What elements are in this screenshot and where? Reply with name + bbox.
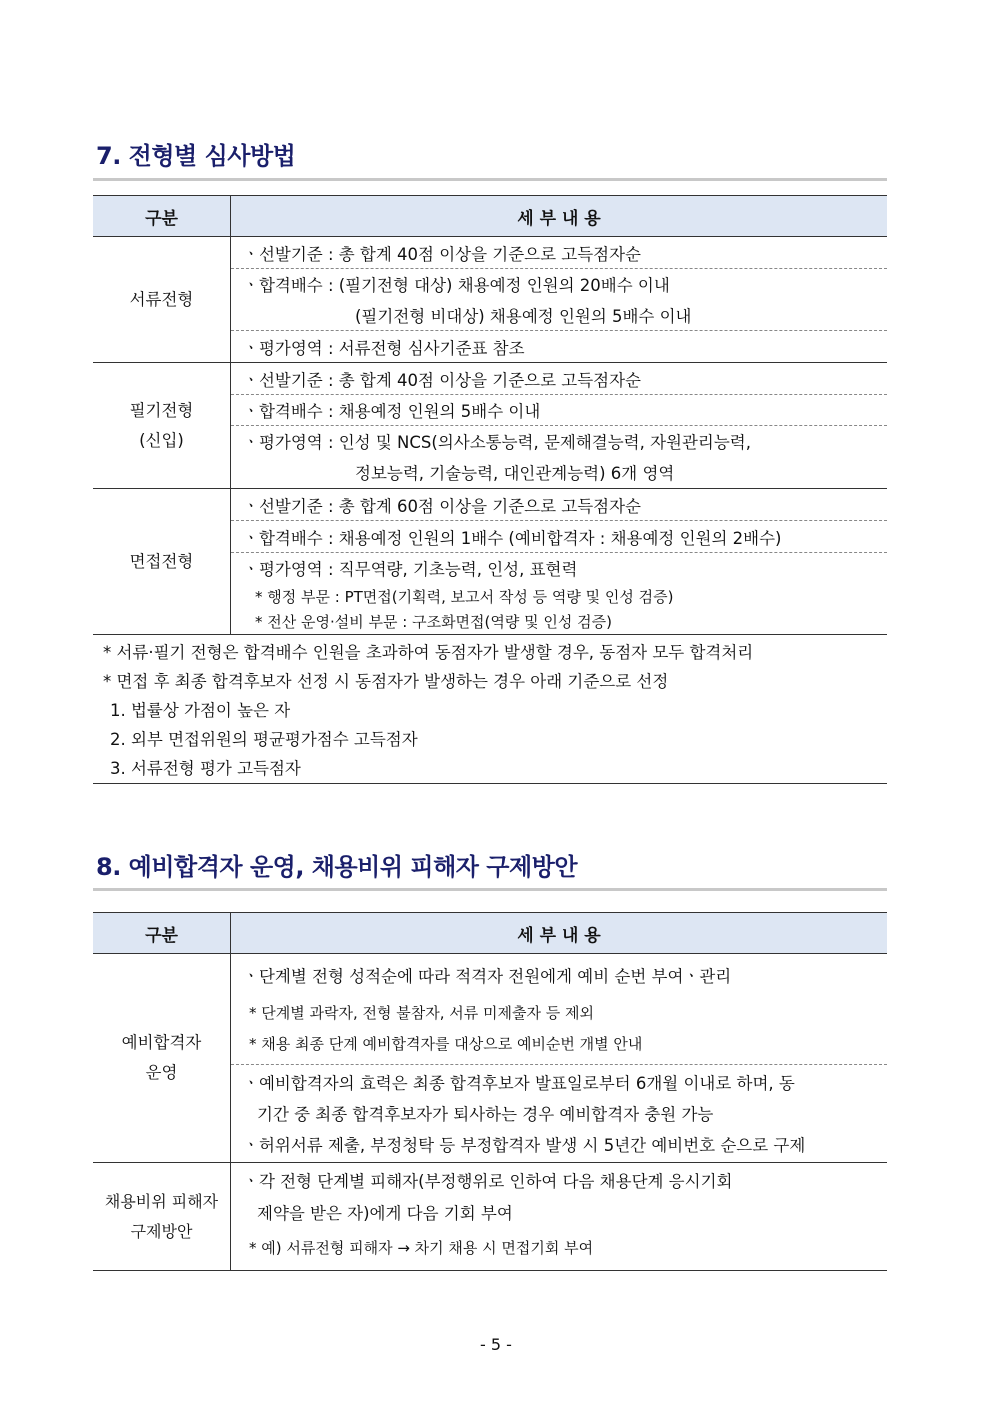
category-document: 서류전형	[93, 237, 231, 363]
note-item: 2. 외부 면접위원의 평균평가점수 고득점자	[110, 730, 418, 749]
detail-line: ㆍ합격배수 : 채용예정 인원의 1배수 (예비합격자 : 채용예정 인원의 2배수)	[231, 521, 888, 553]
category-reserve-line2: 운영	[145, 1063, 178, 1082]
note-item: 1. 법률상 가점이 높은 자	[110, 701, 291, 720]
category-reserve-line1: 예비합격자	[121, 1033, 202, 1052]
table-header-row	[93, 913, 887, 954]
category-written-line2: (신입)	[139, 430, 184, 450]
header-details: 세 부 내 용	[231, 913, 888, 954]
section-7-notes	[93, 638, 887, 784]
detail-line: ㆍ합격배수 : (필기전형 대상) 채용예정 인원의 20배수 이내	[243, 276, 670, 296]
detail-note: * 예) 서류전형 피해자 → 차기 채용 시 면접기회 부여	[231, 1226, 888, 1271]
detail-line: ㆍ합격배수 : 채용예정 인원의 5배수 이내	[231, 395, 888, 426]
category-victim-line2: 구제방안	[130, 1221, 193, 1241]
section-8-table	[93, 912, 887, 1271]
note-line: * 서류·필기 전형은 합격배수 인원을 초과하여 동점자가 발생할 경우, 동점자 모두 합격처리	[103, 643, 754, 662]
table-row	[93, 1163, 887, 1198]
note-item: 3. 서류전형 평가 고득점자	[110, 759, 301, 778]
category-victim	[93, 1163, 231, 1271]
section-8-title: 8. 예비합격자 운영, 채용비위 피해자 구제방안	[96, 853, 578, 881]
category-interview: 면접전형	[93, 489, 231, 635]
section-8-table-wrap	[93, 912, 887, 1271]
table-row	[93, 237, 887, 269]
detail-line: ㆍ각 전형 단계별 피해자(부정행위로 인하여 다음 채용단계 응시기회	[243, 1172, 733, 1192]
header-details: 세 부 내 용	[231, 196, 888, 237]
detail-line: ㆍ예비합격자의 효력은 최종 합격후보자 발표일로부터 6개월 이내로 하며, 동	[243, 1074, 795, 1094]
detail-note: * 채용 최종 단계 예비합격자를 대상으로 예비순번 개별 안내	[231, 1029, 888, 1065]
category-victim-line1: 채용비위 피해자	[104, 1191, 219, 1211]
category-written	[93, 363, 231, 489]
table-row	[93, 489, 887, 521]
detail-line: 제약을 받은 자)에게 다음 기회 부여	[257, 1203, 513, 1223]
table-header-row	[93, 196, 887, 237]
category-reserve	[93, 954, 231, 1163]
detail-line: ㆍ선발기준 : 총 합계 40점 이상을 기준으로 고득점자순	[231, 363, 888, 395]
detail-line: ㆍ평가영역 : 직무역량, 기초능력, 인성, 표현력	[243, 559, 578, 579]
detail-line: 기간 중 최종 합격후보자가 퇴사하는 경우 예비합격자 충원 가능	[257, 1105, 714, 1124]
detail-line: ㆍ단계별 전형 성적순에 따라 적격자 전원에게 예비 순번 부여ㆍ관리	[243, 966, 732, 986]
section-8-rule	[93, 888, 887, 891]
detail-line: 정보능력, 기술능력, 대인관계능력) 6개 영역	[231, 457, 888, 489]
header-category: 구분	[93, 913, 231, 954]
detail-note: * 단계별 과락자, 전형 불참자, 서류 미제출자 등 제외	[249, 1003, 594, 1022]
detail-note: * 전산 운영·설비 부문 : 구조화면접(역량 및 인성 검증)	[231, 610, 888, 635]
page-number: - 5 -	[480, 1335, 512, 1354]
section-7-table	[93, 195, 887, 635]
category-written-line1: 필기전형	[129, 400, 194, 420]
section-7-table-wrap	[93, 195, 887, 635]
detail-line: ㆍ선발기준 : 총 합계 40점 이상을 기준으로 고득점자순	[231, 237, 888, 269]
table-row	[93, 363, 887, 395]
table-row	[93, 954, 887, 996]
section-7-rule	[93, 178, 887, 181]
detail-line: ㆍ허위서류 제출, 부정청탁 등 부정합격자 발생 시 5년간 예비번호 순으로 구제	[231, 1127, 888, 1163]
detail-line: ㆍ선발기준 : 총 합계 60점 이상을 기준으로 고득점자순	[231, 489, 888, 521]
detail-note: * 행정 부문 : PT면접(기획력, 보고서 작성 등 역량 및 인성 검증)	[255, 587, 674, 606]
detail-line: (필기전형 비대상) 채용예정 인원의 5배수 이내	[231, 300, 888, 331]
note-line: * 면접 후 최종 합격후보자 선정 시 동점자가 발생하는 경우 아래 기준으로 선정	[103, 672, 669, 691]
section-7-title: 7. 전형별 심사방법	[96, 142, 296, 170]
detail-line: ㆍ평가영역 : 인성 및 NCS(의사소통능력, 문제해결능력, 자원관리능력,	[243, 433, 751, 453]
detail-line: ㆍ평가영역 : 서류전형 심사기준표 참조	[231, 331, 888, 363]
header-category: 구분	[93, 196, 231, 237]
